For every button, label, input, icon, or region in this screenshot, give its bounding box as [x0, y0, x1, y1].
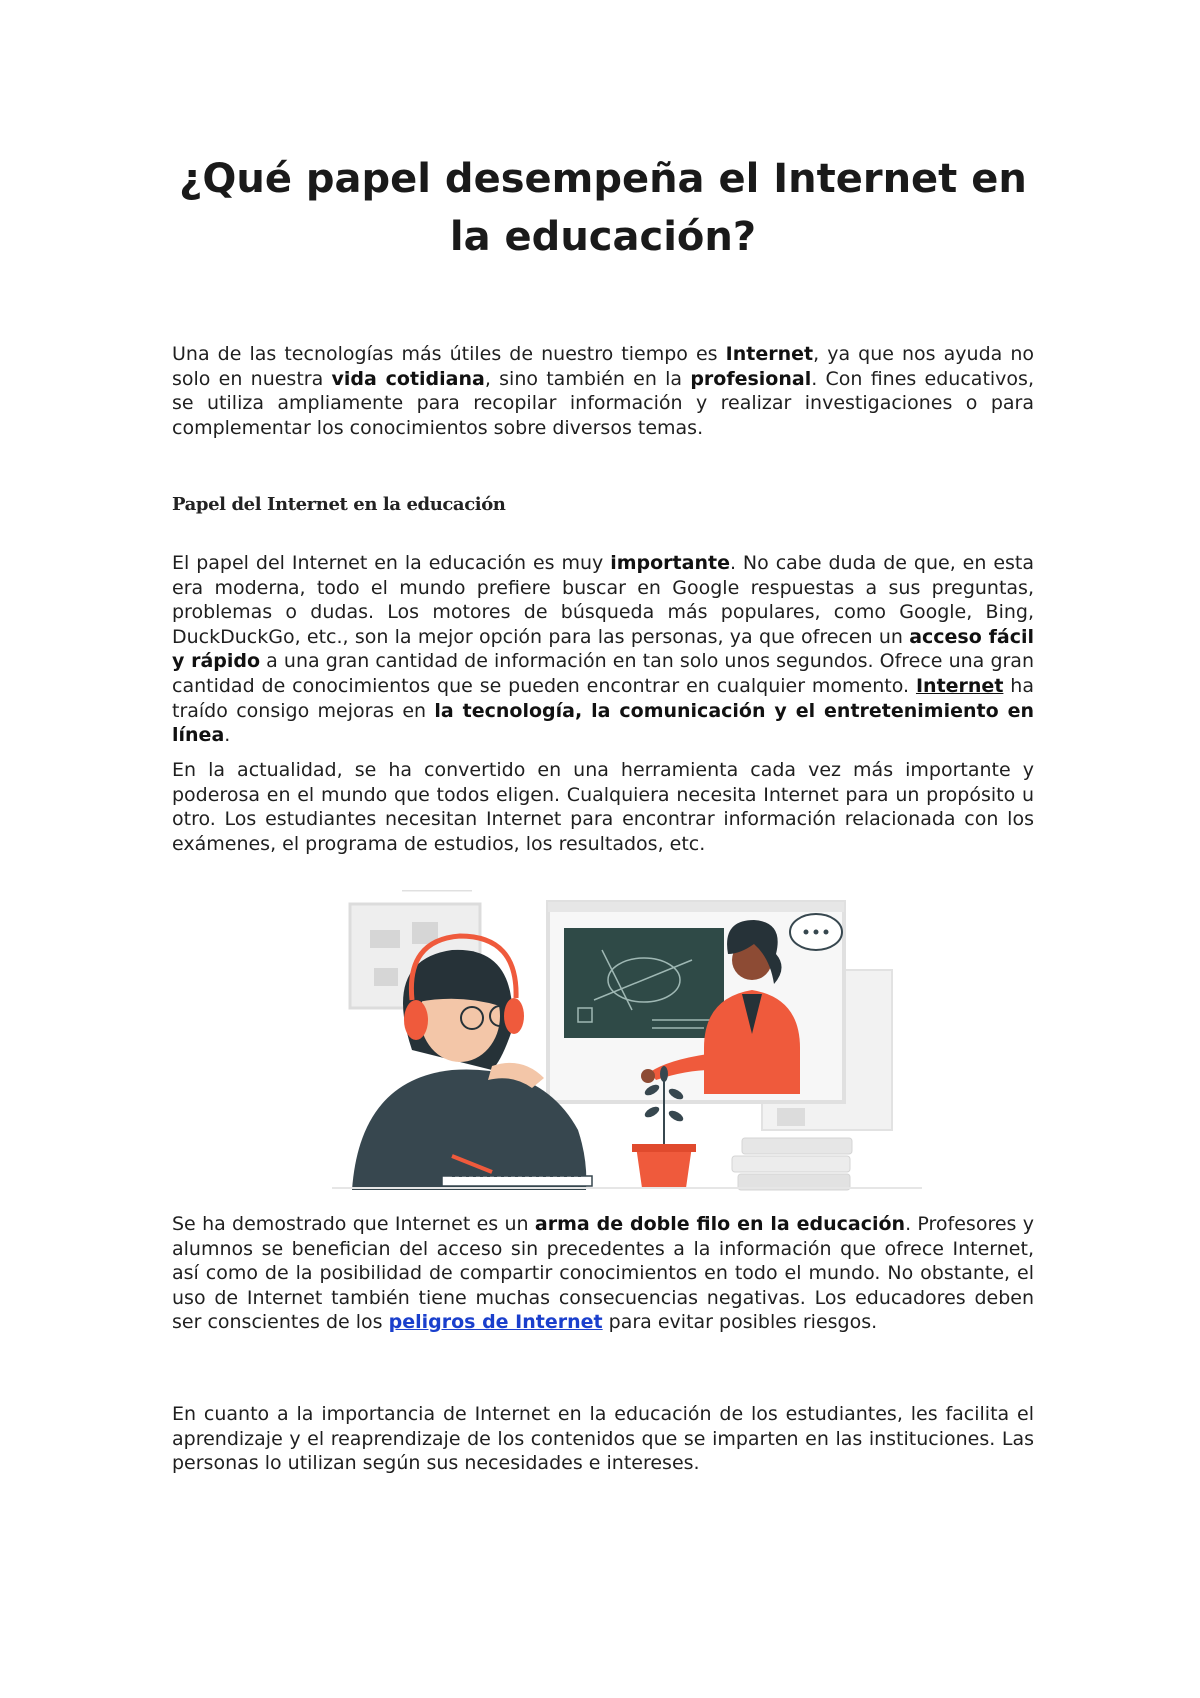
page-title: ¿Qué papel desempeña el Internet en la educación? [179, 156, 1027, 260]
p1-text-1: El papel del Internet en la educación es muy [172, 552, 611, 574]
p3-text-1: Se ha demostrado que Internet es un [172, 1213, 535, 1235]
intro-text-1: Una de las tecnologías más útiles de nuestro tiempo es [172, 343, 726, 365]
p1-underlined-internet: Internet [915, 674, 1004, 697]
p1-text-3: a una gran cantidad de información en tan solo unos segundos. Ofrece una gran cantidad de conocimientos que se pueden encontrar en cualquier momento. [172, 650, 1034, 697]
intro-text-2: , ya que nos ayuda no solo en nuestra [172, 343, 1035, 390]
intro-text-4: . Con fines educativos, se utiliza ampliamente para recopilar información y realizar investigaciones o para complementar los conocimientos sobre diversos temas. [172, 367, 1034, 439]
peligros-link[interactable]: peligros de Internet [388, 1311, 603, 1334]
intro-bold-internet: Internet [725, 343, 814, 365]
p1-bold-tecnologia: la tecnología, la comunicación y el entretenimiento en línea [172, 699, 1034, 747]
p3-text-3: para evitar posibles riesgos. [602, 1311, 878, 1334]
p1-text-5: . [224, 724, 231, 747]
p3-bold-arma: arma de doble filo en la educación [534, 1213, 906, 1235]
p3-text-2: . Profesores y alumnos se benefician del acceso sin precedentes a la información que ofrece Internet, así como de la posibilidad de compartir conocimientos en todo el mundo. No obstante, el uso de Internet también tiene muchas consecuencias negativas. Los educadores deben ser conscientes de los [172, 1213, 1034, 1334]
paragraph-4: En cuanto a la importancia de Internet en la educación de los estudiantes, les facilita el aprendizaje y el reaprendizaje de los contenidos que se imparten en las instituciones. Las personas lo utilizan según sus necesidades e intereses. [172, 1403, 1034, 1475]
intro-bold-profesional: profesional [690, 367, 812, 390]
p1-bold-acceso: acceso fácil y rápido [172, 625, 1034, 673]
document-page [172, 0, 1034, 1698]
paragraph-1 [172, 551, 1034, 748]
p1-bold-importante: importante [610, 552, 730, 574]
intro-text-3: , sino también en la [484, 367, 691, 390]
paragraph-2: En la actualidad, se ha convertido en una herramienta cada vez más importante y poderosa en el mundo que todos eligen. Cualquiera necesita Internet para un propósito u otro. Los estudiantes necesitan Internet para encontrar información relacionada con los exámenes, el programa de estudios, los resultados, etc. [172, 759, 1034, 855]
book-stack [732, 1138, 852, 1190]
p1-text-2: . No cabe duda de que, en esta era moderna, todo el mundo prefiere buscar en Google respuestas a sus preguntas, problemas o dudas. Los motores de búsqueda más populares, como Google, Bing, DuckDuckGo, etc., son la mejor opción para las personas, ya que ofrecen un [172, 552, 1035, 648]
p1-text-4: ha traído consigo mejoras en [172, 674, 1034, 722]
intro-bold-vida: vida cotidiana [331, 367, 485, 390]
intro-paragraph [172, 342, 1034, 440]
speech-bubble-icon [790, 914, 842, 950]
student-online-class-illustration [332, 890, 932, 1192]
section-heading: Papel del Internet en la educación [172, 494, 506, 515]
paragraph-3 [172, 1212, 1034, 1335]
